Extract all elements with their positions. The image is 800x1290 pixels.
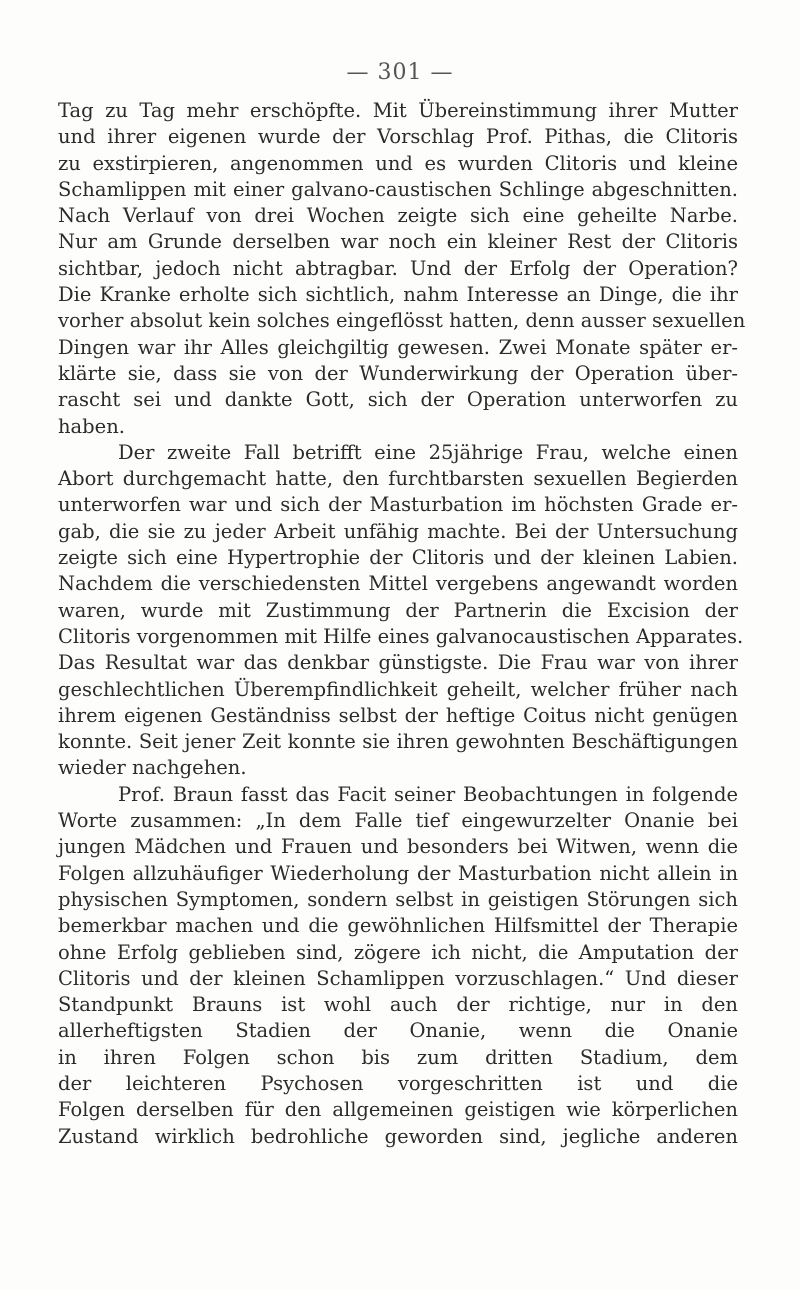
text-line: unterworfen war und sich der Masturbation im höchsten Grade er- — [58, 493, 738, 517]
text-line: bemerkbar machen und die gewöhnlichen Hilfsmittel der Therapie — [58, 914, 738, 938]
text-line: Folgen allzuhäufiger Wiederholung der Masturbation nicht allein in — [58, 861, 738, 885]
text-line: Das Resultat war das denkbar günstigste. Die Frau war von ihrer — [58, 651, 738, 675]
text-line: rascht sei und dankte Gott, sich der Operation unterworfen zu — [58, 388, 738, 412]
text-line: Standpunkt Brauns ist wohl auch der richtige, nur in den — [58, 993, 738, 1017]
text-line: Der zweite Fall betrifft eine 25jährige Frau, welche einen — [118, 440, 738, 464]
text-line: Prof. Braun fasst das Facit seiner Beobachtungen in folgende — [118, 782, 738, 806]
page-number: — 301 — — [346, 60, 454, 85]
text-line: der leichteren Psychosen vorgeschritten ist und die — [58, 1071, 738, 1095]
paragraph-3 — [58, 782, 738, 1150]
text-line: waren, wurde mit Zustimmung der Partnerin die Excision der — [58, 598, 738, 622]
text-line: zeigte sich eine Hypertrophie der Clitoris und der kleinen Labien. — [58, 546, 738, 570]
text-line: Die Kranke erholte sich sichtlich, nahm Interesse an Dinge, die ihr — [58, 283, 738, 307]
text-line: in ihren Folgen schon bis zum dritten Stadium, dem — [58, 1045, 738, 1069]
text-line: ohne Erfolg geblieben sind, zögere ich nicht, die Amputation der — [58, 940, 738, 964]
text-line: ihrem eigenen Geständniss selbst der heftige Coitus nicht genügen — [58, 703, 738, 727]
text-line: Schamlippen mit einer galvano-caustischen Schlinge abgeschnitten. — [58, 177, 738, 201]
text-line: Nachdem die verschiedensten Mittel vergebens angewandt worden — [58, 572, 738, 596]
paragraph-1 — [58, 98, 746, 440]
text-line: konnte. Seit jener Zeit konnte sie ihren gewohnten Beschäftigungen — [58, 730, 738, 754]
paragraph-2 — [58, 440, 744, 782]
text-line: Nur am Grunde derselben war noch ein kleiner Rest der Clitoris — [58, 230, 738, 254]
text-line: Clitoris vorgenommen mit Hilfe eines galvanocaustischen Apparates. — [58, 624, 744, 648]
body-text — [58, 98, 746, 1150]
text-line: zu exstirpieren, angenommen und es wurden Clitoris und kleine — [58, 151, 738, 175]
text-line: Zustand wirklich bedrohliche geworden sind, jegliche anderen — [58, 1124, 738, 1148]
text-line: jungen Mädchen und Frauen und besonders bei Witwen, wenn die — [58, 835, 738, 859]
text-line: Worte zusammen: „In dem Falle tief eingewurzelter Onanie bei — [58, 809, 738, 833]
text-line: und ihrer eigenen wurde der Vorschlag Prof. Pithas, die Clitoris — [58, 125, 738, 149]
text-line: wieder nachgehen. — [58, 756, 247, 780]
text-line: vorher absolut kein solches eingeflösst hatten, denn ausser sexuellen — [58, 309, 746, 333]
text-line: Dingen war ihr Alles gleichgiltig gewesen. Zwei Monate später er- — [58, 335, 738, 359]
text-line: allerheftigsten Stadien der Onanie, wenn die Onanie — [58, 1019, 738, 1043]
text-line: sichtbar, jedoch nicht abtragbar. Und der Erfolg der Operation? — [58, 256, 738, 280]
text-line: geschlechtlichen Überempfindlichkeit geheilt, welcher früher nach — [58, 677, 738, 701]
text-line: Clitoris und der kleinen Schamlippen vorzuschlagen.“ Und dieser — [58, 966, 738, 990]
text-line: Abort durchgemacht hatte, den furchtbarsten sexuellen Begierden — [58, 467, 738, 491]
text-line: gab, die sie zu jeder Arbeit unfähig machte. Bei der Untersuchung — [58, 519, 738, 543]
text-line: physischen Symptomen, sondern selbst in geistigen Störungen sich — [58, 887, 738, 911]
text-line: Folgen derselben für den allgemeinen geistigen wie körperlichen — [58, 1098, 738, 1122]
text-line: Nach Verlauf von drei Wochen zeigte sich eine geheilte Narbe. — [58, 204, 738, 228]
text-line: haben. — [58, 414, 125, 438]
text-line: klärte sie, dass sie von der Wunderwirkung der Operation über- — [58, 361, 738, 385]
text-line: Tag zu Tag mehr erschöpfte. Mit Übereinstimmung ihrer Mutter — [58, 99, 738, 122]
